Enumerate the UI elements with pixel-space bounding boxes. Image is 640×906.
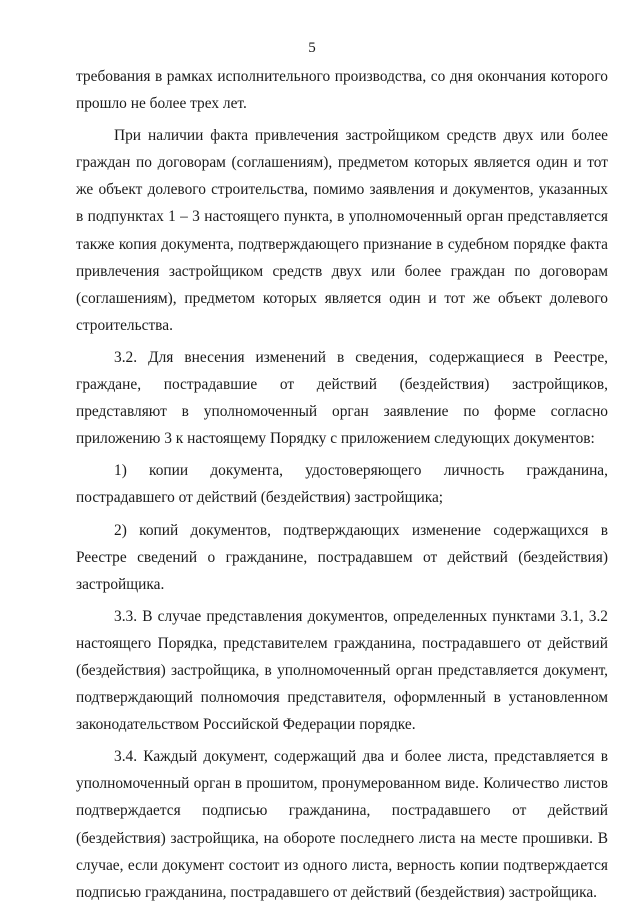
paragraph-3-4: 3.4. Каждый документ, содержащий два и более листа, представляется в уполномоченный орган в прошитом, пронумерованном виде. Количество листов подтверждается подписью гражданина, пострадавшего от действий (бездействия) застройщика, на обороте последнего листа на месте прошивки. В случае, если документ состоит из одного листа, верность копии подтверждается подписью гражданина, пострадавшего от действий (бездействия) застройщика. xyxy=(76,748,608,901)
paragraph-3-3: 3.3. В случае представления документов, определенных пунктами 3.1, 3.2 настоящего Порядка, представителем гражданина, пострадавшего от действий (бездействия) застройщика, в уполномоченный орган представляется документ, подтверждающий полномочия представителя, оформленный в установленном законодательством Российской Федерации порядке. xyxy=(76,607,608,734)
page-number: 5 xyxy=(308,40,316,56)
list-item-1: 1) копии документа, удостоверяющего личность гражданина, пострадавшего от действий (бездействия) застройщика; xyxy=(76,462,608,507)
list-item-2: 2) копий документов, подтверждающих изменение содержащихся в Реестре сведений о гражданине, пострадавшем от действий (бездействия) застройщика. xyxy=(76,521,608,593)
paragraph-1: требования в рамках исполнительного производства, со дня окончания которого прошло не более трех лет. xyxy=(76,68,608,113)
paragraph-2: При наличии факта привлечения застройщиком средств двух или более граждан по договорам (соглашениям), предметом которых является один и тот же объект долевого строительства, помимо заявления и документов, указанных в подпунктах 1 – 3 настоящего пункта, в уполномоченный орган представляется также копия документа, подтверждающего признание в судебном порядке факта привлечения застройщиком средств двух или более граждан по договорам (соглашениям), предметом которых является один и тот же объект долевого строительства. xyxy=(76,127,608,334)
paragraph-3-2: 3.2. Для внесения изменений в сведения, содержащиеся в Реестре, граждане, пострадавшие от действий (бездействия) застройщиков, представляют в уполномоченный орган заявление по форме согласно приложению 3 к настоящему Порядку с приложением следующих документов: xyxy=(76,348,608,448)
